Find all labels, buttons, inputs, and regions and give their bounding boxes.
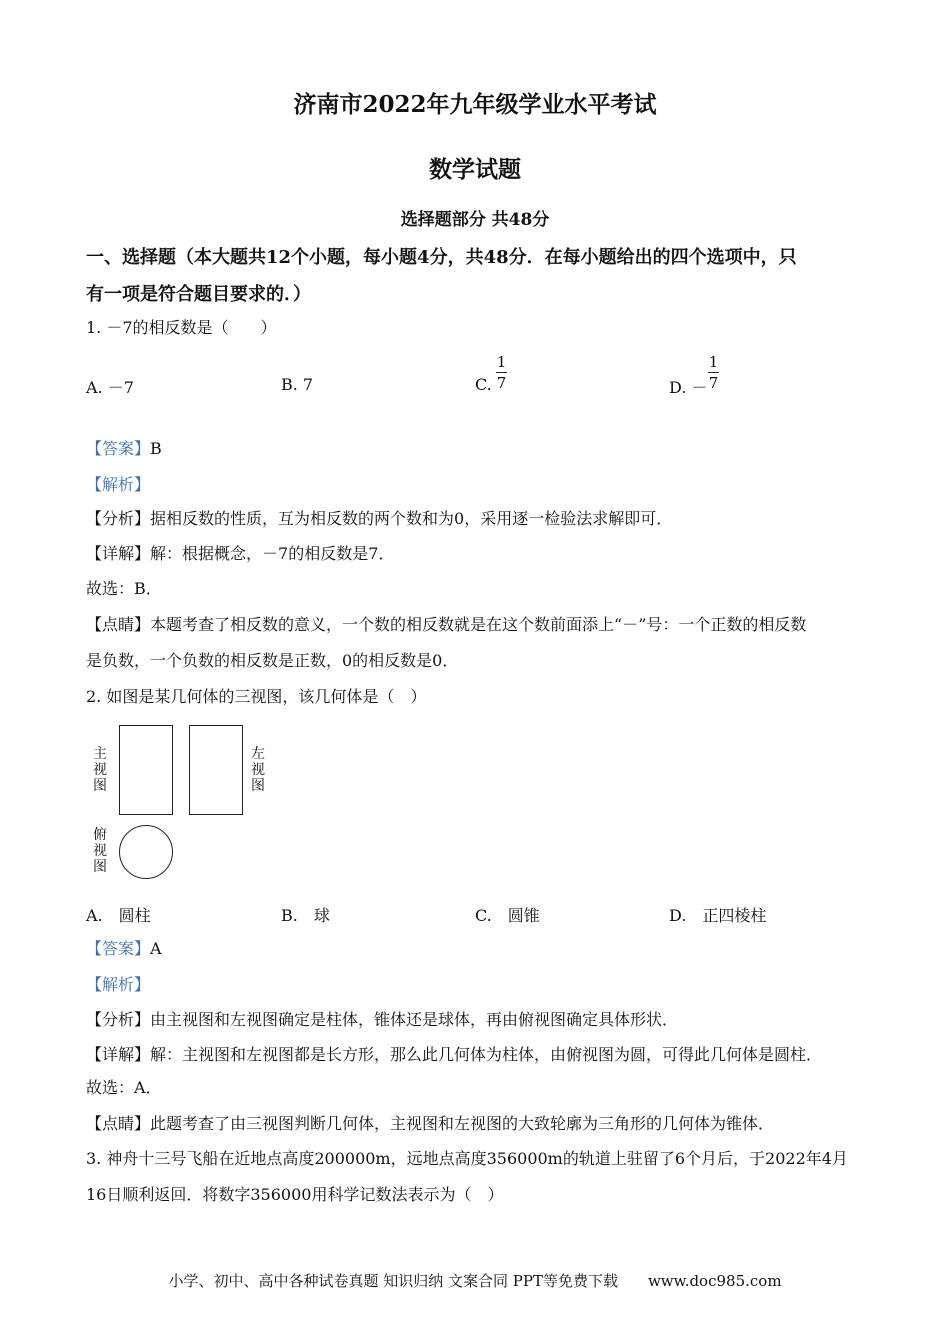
q1-fenxi-text: 据相反数的性质，互为相反数的两个数和为0，采用逐一检验法求解即可．	[150, 509, 673, 528]
q2-answer-value: A	[150, 939, 162, 958]
q2-option-a: A. 圆柱	[86, 906, 151, 925]
q2-stem: 2. 如图是某几何体的三视图，该几何体是（ ）	[86, 687, 427, 706]
q2-option-c: C. 圆锥	[475, 906, 540, 925]
q2-fenxi	[86, 1007, 678, 1030]
part-header-line1: 一、选择题（本大题共12个小题，每小题4分，共48分．在每小题给出的四个选项中，只	[86, 247, 797, 268]
q1-option-d-denominator: 7	[708, 374, 719, 392]
q2-xiangjie-text: 解：主视图和左视图都是长方形，那么此几何体为柱体，由俯视图为圆，可得此几何体是圆柱．	[150, 1045, 823, 1064]
q2-guxuan: 故选：A．	[86, 1078, 162, 1097]
q2-answer	[86, 936, 162, 959]
q2-jiexi-tag: 【解析】	[86, 975, 151, 994]
q1-fenxi	[86, 506, 672, 529]
section-title: 选择题部分 共48分	[400, 210, 550, 230]
q1-option-c-numerator: 1	[496, 353, 507, 371]
three-view-figure	[86, 720, 286, 890]
fenxi-tag: 【分析】	[86, 1010, 151, 1029]
q1-option-d-numerator: 1	[708, 353, 719, 371]
xiangjie-tag: 【详解】	[86, 544, 151, 563]
answer-tag: 【答案】	[86, 439, 151, 458]
dianjing-tag: 【点睛】	[86, 615, 151, 634]
q1-option-d-prefix: D. －	[669, 378, 708, 397]
q1-dianjing-line1	[86, 612, 806, 635]
main-view-rectangle	[119, 725, 173, 815]
top-view-circle	[119, 825, 173, 879]
q1-xiangjie	[86, 541, 394, 564]
top-view-label: 俯视图	[93, 827, 107, 875]
q1-option-c-denominator: 7	[496, 374, 507, 392]
q1-dianjing-text1: 本题考查了相反数的意义，一个数的相反数就是在这个数前面添上“－”号：一个正数的相反数	[150, 615, 807, 634]
fenxi-tag: 【分析】	[86, 509, 151, 528]
q1-guxuan: 故选：B．	[86, 579, 162, 598]
main-view-label: 主视图	[93, 746, 107, 794]
q2-option-b: B. 球	[281, 906, 330, 925]
q1-answer	[86, 436, 162, 459]
left-view-label: 左视图	[251, 746, 265, 794]
xiangjie-tag: 【详解】	[86, 1045, 151, 1064]
answer-tag: 【答案】	[86, 939, 151, 958]
q1-option-c-prefix: C.	[475, 375, 492, 394]
q3-stem-line1: 3. 神舟十三号飞船在近地点高度200000m，远地点高度356000m的轨道上驻留了6个月后，于2022年4月	[86, 1149, 848, 1168]
q1-jiexi-tag: 【解析】	[86, 475, 151, 494]
q1-option-d-fraction	[708, 352, 719, 393]
q1-option-a: A. －7	[86, 378, 134, 397]
q1-answer-value: B	[150, 439, 162, 458]
part-header-line2: 有一项是符合题目要求的．）	[86, 284, 311, 305]
q2-dianjing-text: 此题考查了由三视图判断几何体，主视图和左视图的大致轮廓为三角形的几何体为锥体．	[150, 1114, 775, 1133]
q2-xiangjie	[86, 1042, 822, 1065]
q2-fenxi-text: 由主视图和左视图确定是柱体，锥体还是球体，再由俯视图确定具体形状．	[150, 1010, 679, 1029]
q3-stem-line2: 16日顺利返回．将数字356000用科学记数法表示为（ ）	[86, 1185, 504, 1204]
q1-stem: 1. －7的相反数是（ ）	[86, 318, 277, 337]
q2-option-d: D. 正四棱柱	[669, 906, 767, 925]
q2-dianjing	[86, 1111, 774, 1134]
exam-title: 济南市2022年九年级学业水平考试	[293, 91, 657, 118]
q1-option-b: B. 7	[281, 375, 314, 394]
q1-dianjing-line2: 是负数，一个负数的相反数是正数，0的相反数是0．	[86, 651, 459, 670]
page-footer: 小学、初中、高中各种试卷真题 知识归纳 文案合同 PPT等免费下载 www.doc985.com	[168, 1272, 782, 1290]
q1-option-c-fraction	[496, 352, 507, 393]
dianjing-tag: 【点睛】	[86, 1114, 151, 1133]
exam-subtitle: 数学试题	[429, 156, 521, 183]
left-view-rectangle	[189, 725, 243, 815]
q1-xiangjie-text: 解：根据概念，－7的相反数是7．	[150, 544, 395, 563]
